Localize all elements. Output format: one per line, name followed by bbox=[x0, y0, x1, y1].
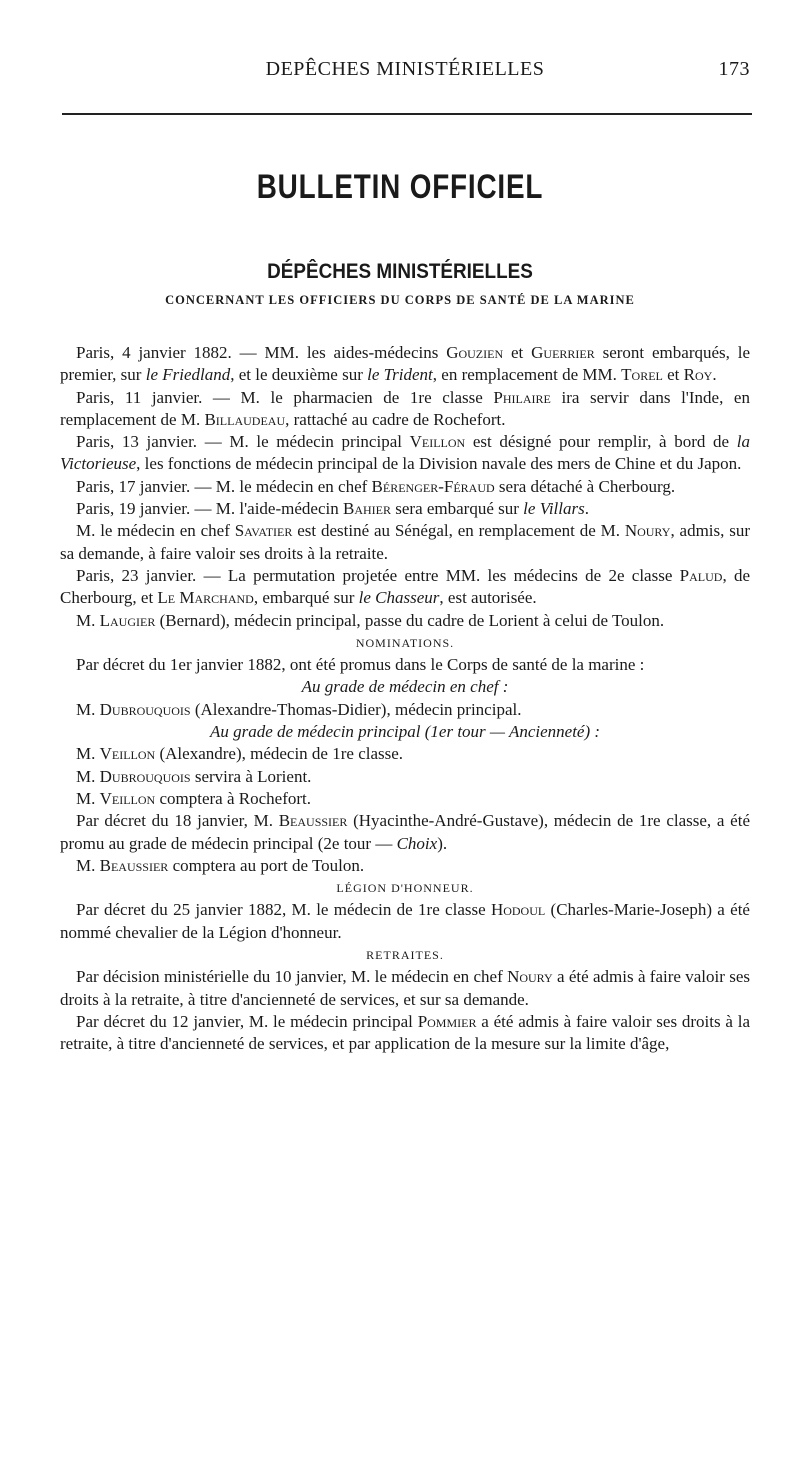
body-text bbox=[60, 342, 750, 1056]
running-title: DEPÊCHES MINISTÉRIELLES bbox=[265, 58, 545, 80]
depeche-paragraph: Paris, 4 janvier 1882. — MM. les aides-médecins Gouzien et Guerrier seront embarqués, le premier, sur le Friedland, et le deuxième sur le Trident, en remplacement de MM. Torel et Roy. bbox=[60, 343, 751, 385]
section-title: DÉPÊCHES MINISTÉRIELLES bbox=[267, 260, 533, 283]
nominations-intro: Par décret du 1er janvier 1882, ont été promus dans le Corps de santé de la marine : bbox=[76, 655, 645, 675]
retraites-heading: RETRAITES. bbox=[366, 948, 444, 963]
nomination-entry: M. Veillon comptera à Rochefort. bbox=[76, 788, 311, 808]
section-subtitle: CONCERNANT LES OFFICIERS DU CORPS DE SANTÉ DE LA MARINE bbox=[165, 293, 635, 307]
depeche-paragraph: M. Laugier (Bernard), médecin principal, passe du cadre de Lorient à celui de Toulon. bbox=[76, 610, 665, 630]
main-title: BULLETIN OFFICIEL bbox=[256, 168, 544, 206]
depeche-paragraph: M. le médecin en chef Savatier est destiné au Sénégal, en remplacement de M. Noury, admis, sur sa demande, à faire valoir ses droits à la retraite. bbox=[60, 521, 751, 563]
legion-paragraph: Par décret du 25 janvier 1882, M. le médecin de 1re classe Hodoul (Charles-Marie-Joseph) a été nommé chevalier de la Légion d'honneur. bbox=[60, 900, 750, 942]
nominations-heading: NOMINATIONS. bbox=[355, 635, 455, 650]
rank-heading: Au grade de médecin en chef : bbox=[301, 677, 509, 697]
legion-heading: LÉGION D'HONNEUR. bbox=[336, 881, 474, 896]
depeche-paragraph: Paris, 11 janvier. — M. le pharmacien de 1re classe Philaire ira servir dans l'Inde, en remplacement de M. Billaudeau, rattaché au cadre de Rochefort. bbox=[60, 387, 750, 429]
page-number: 173 bbox=[718, 58, 750, 80]
nomination-paragraph: Par décret du 18 janvier, M. Beaussier (Hyacinthe-André-Gustave), médecin de 1re classe, a été promu au grade de médecin principal (2e tour — Choix). bbox=[60, 811, 750, 853]
rank-heading: Au grade de médecin principal (1er tour — Ancienneté) : bbox=[209, 722, 601, 742]
depeche-paragraph: Paris, 17 janvier. — M. le médecin en chef Bérenger-Féraud sera détaché à Cherbourg. bbox=[76, 476, 676, 496]
nomination-entry: M. Beaussier comptera au port de Toulon. bbox=[76, 855, 365, 875]
retraite-paragraph: Par décision ministérielle du 10 janvier, M. le médecin en chef Noury a été admis à faire valoir ses droits à la retraite, à titre d'ancienneté de services, et sur sa demande. bbox=[60, 967, 751, 1009]
nomination-entry: M. Dubrouquois (Alexandre-Thomas-Didier), médecin principal. bbox=[76, 699, 522, 719]
nomination-entry: M. Dubrouquois servira à Lorient. bbox=[76, 766, 312, 786]
depeche-paragraph: Paris, 19 janvier. — M. l'aide-médecin Bahier sera embarqué sur le Villars. bbox=[76, 499, 589, 519]
depeche-paragraph: Paris, 23 janvier. — La permutation projetée entre MM. les médecins de 2e classe Palud, de Cherbourg, et Le Marchand, embarqué sur le Chasseur, est autorisée. bbox=[60, 565, 751, 608]
retraite-paragraph: Par décret du 12 janvier, M. le médecin principal Pommier a été admis à faire valoir ses droits à la retraite, à titre d'ancienneté de services, et par application de la mesure sur la limite d'âge, bbox=[60, 1011, 750, 1054]
depeche-paragraph: Paris, 13 janvier. — M. le médecin principal Veillon est désigné pour remplir, à bord de la Victorieuse, les fonctions de médecin principal de la Division navale des mers de Chine et du Japon. bbox=[60, 432, 750, 474]
header-rule bbox=[62, 113, 752, 115]
nomination-entry: M. Veillon (Alexandre), médecin de 1re classe. bbox=[76, 744, 404, 764]
running-header bbox=[60, 58, 750, 88]
